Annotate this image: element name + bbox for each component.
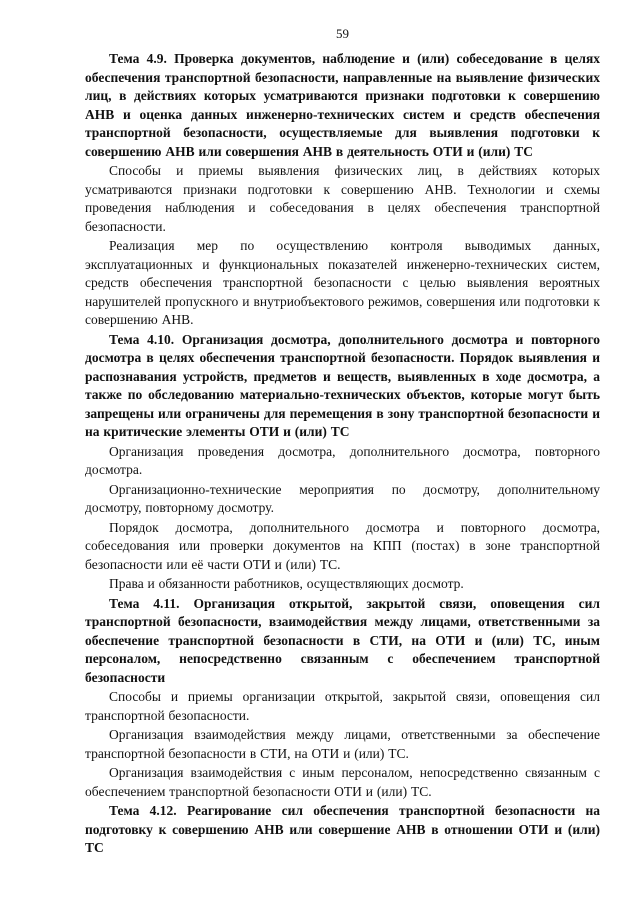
body-paragraph: Организация взаимодействия с иным персоналом, непосредственно связанным с обеспечением транспортной безопасности ОТИ и (или) ТС. — [85, 765, 600, 799]
topic-heading-4-11: Тема 4.11. Организация открытой, закрытой связи, оповещения сил транспортной безопасности, взаимодействия между лицами, ответственными за обеспечение транспортной безопасности в СТИ, на ОТИ и (или) ТС, иным персоналом, непосредственно связанным с обеспечением транспортной безопасности — [85, 595, 600, 685]
topic-heading-4-12: Тема 4.12. Реагирование сил обеспечения транспортной безопасности на подготовку к совершению АНВ или совершение АНВ в отношении ОТИ и (или) ТС — [85, 803, 600, 855]
topic-heading-4-10: Тема 4.10. Организация досмотра, дополнительного досмотра и повторного досмотра в целях обеспечения транспортной безопасности. Порядок выявления и распознавания устройств, предметов и веществ, выявленных в ходе досмотра, а также по обследованию материально-технических объектов, которые могут быть запрещены или ограничены для перемещения в зону транспортной безопасности и на критические элементы ОТИ и (или) ТС — [85, 331, 600, 439]
page-number: 59 — [336, 26, 349, 41]
body-paragraph: Организация проведения досмотра, дополнительного досмотра, повторного досмотра. — [85, 443, 600, 477]
body-paragraph: Способы и приемы организации открытой, закрытой связи, оповещения сил транспортной безопасности. — [85, 689, 600, 723]
body-paragraph: Права и обязанности работников, осуществляющих досмотр. — [109, 576, 464, 591]
body-paragraph: Порядок досмотра, дополнительного досмотра и повторного досмотра, собеседования или проверки документов на КПП (постах) в зоне транспортной безопасности или её части ОТИ и (или) ТС. — [85, 519, 600, 572]
document-page — [85, 26, 600, 894]
body-paragraph: Реализация мер по осуществлению контроля выводимых данных, эксплуатационных и функциональных показателей инженерно-технических систем, средств обеспечения транспортной безопасности с целью выявления вероятных нарушителей пропускного и внутриобъектового режимов, совершения или подготовки к совершению АНВ. — [85, 238, 600, 327]
topic-heading-4-9: Тема 4.9. Проверка документов, наблюдение и (или) собеседование в целях обеспечения транспортной безопасности, направленные на выявление физических лиц, в действиях которых усматриваются признаки подготовки к совершению АНВ и оценка данных инженерно-технических систем и средств обеспечения транспортной безопасности, осуществляемые для выявления подготовки к совершению АНВ или совершения АНВ в деятельность ОТИ и (или) ТС — [85, 51, 600, 159]
body-paragraph: Способы и приемы выявления физических лиц, в действиях которых усматриваются признаки подготовки к совершению АНВ. Технологии и схемы проведения наблюдения и собеседования в целях обеспечения транспортной безопасности. — [85, 163, 600, 234]
body-paragraph: Организация взаимодействия между лицами, ответственными за обеспечение транспортной безопасности в СТИ, на ОТИ и (или) ТС. — [85, 727, 600, 761]
body-paragraph: Организационно-технические мероприятия по досмотру, дополнительному досмотру, повторному досмотру. — [85, 481, 600, 515]
